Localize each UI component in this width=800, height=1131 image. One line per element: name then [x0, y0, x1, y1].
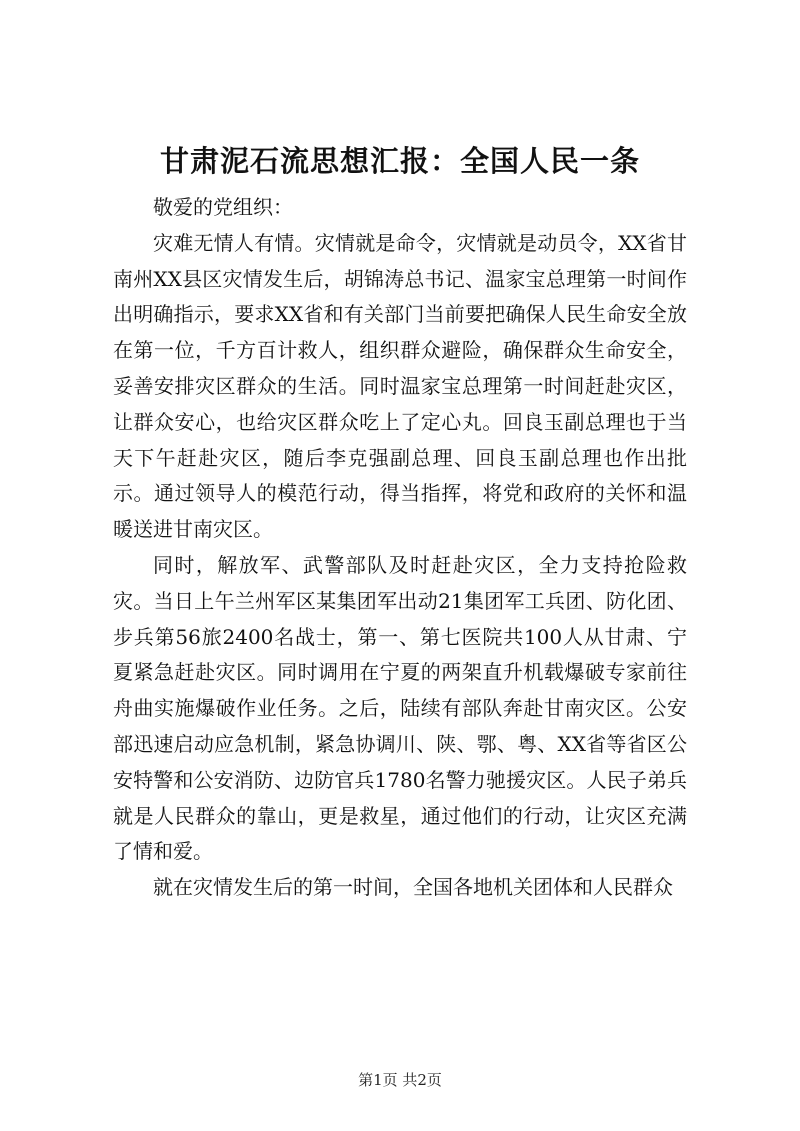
- document-body: [113, 190, 687, 906]
- page-number-footer: 第1页 共2页: [358, 1071, 442, 1089]
- document-title: 甘肃泥石流思想汇报：全国人民一条: [159, 144, 640, 178]
- salutation: 敬爱的党组织：: [153, 195, 293, 219]
- paragraph-3: 就在灾情发生后的第一时间，全国各地机关团体和人民群众: [153, 875, 673, 900]
- paragraph-1: 灾难无情人有情。灾情就是命令，灾情就是动员令，XX省甘南州XX县区灾情发生后，胡锦涛总书记、温家宝总理第一时间作出明确指示，要求XX省和有关部门当前要把确保人民生命安全放在第一位，千方百计救人，组织群众避险，确保群众生命安全，妥善安排灾区群众的生活。同时温家宝总理第一时间赶赴灾区，让群众安心，也给灾区群众吃上了定心丸。回良玉副总理也于当天下午赶赴灾区，随后李克强副总理、回良玉副总理也作出批示。通过领导人的模范行动，得当指挥，将党和政府的关怀和温暖送进甘南灾区。: [113, 230, 687, 542]
- paragraph-2: 同时，解放军、武警部队及时赶赴灾区，全力支持抢险救灾。当日上午兰州军区某集团军出动21集团军工兵团、防化团、步兵第56旅2400名战士，第一、第七医院共100人从甘肃、宁夏紧急赶赴灾区。同时调用在宁夏的两架直升机载爆破专家前往舟曲实施爆破作业任务。之后，陆续有部队奔赴甘南灾区。公安部迅速启动应急机制，紧急协调川、陕、鄂、粤、XX省等省区公安特警和公安消防、边防官兵1780名警力驰援灾区。人民子弟兵就是人民群众的靠山，更是救星，通过他们的行动，让灾区充满了情和爱。: [113, 552, 687, 864]
